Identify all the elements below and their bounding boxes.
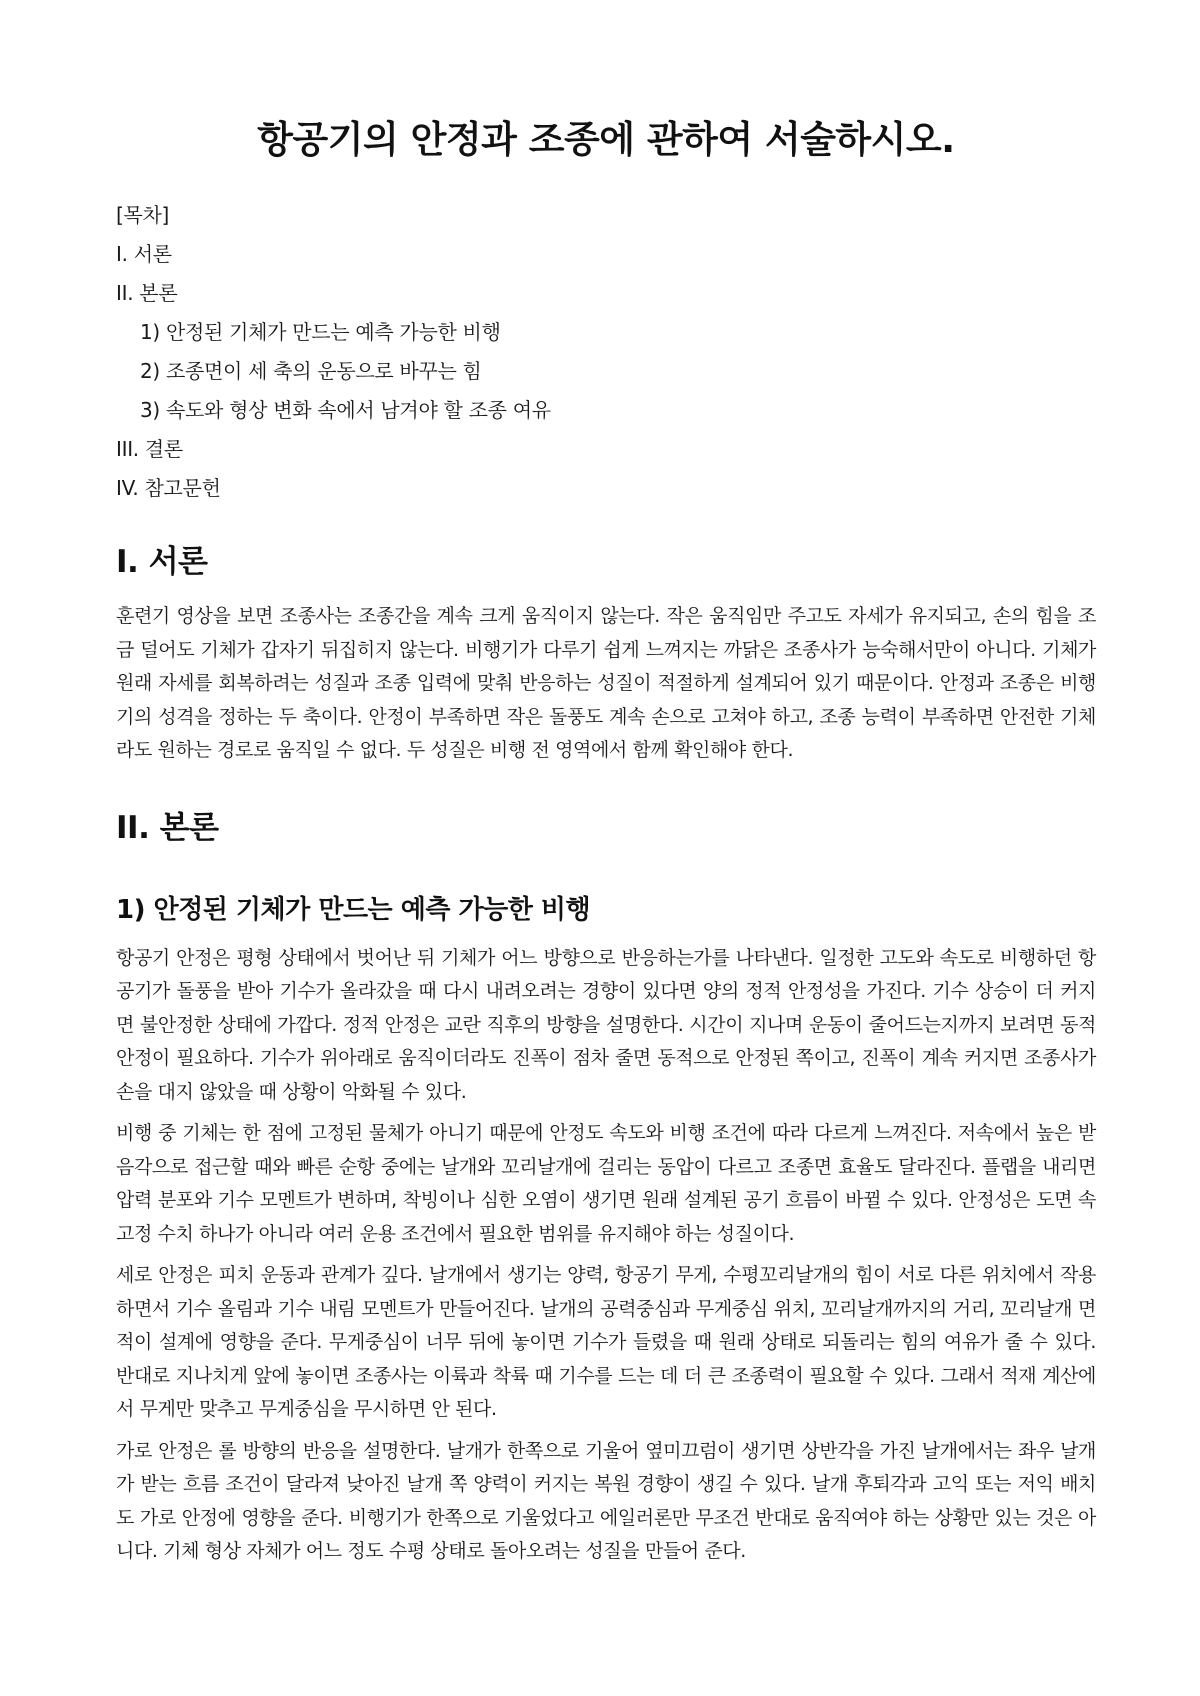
- document-title: 항공기의 안정과 조종에 관하여 서술하시오.: [257, 118, 955, 161]
- toc-subitem-2: 2) 조종면이 세 축의 운동으로 바꾸는 힘: [140, 359, 482, 383]
- main-body-section: [116, 802, 1096, 1569]
- subsection-1-heading: 1) 안정된 기체가 만드는 예측 가능한 비행: [116, 894, 591, 925]
- subsection-1-paragraph-4: 가로 안정은 롤 방향의 반응을 설명한다. 날개가 한쪽으로 기울어 옆미끄럼이 생기면 상반각을 가진 날개에서는 좌우 날개가 받는 흐름 조건이 달라져 낮아진 날개 쪽 양력이 커지는 복원 경향이 생길 수 있다. 날개 후퇴각과 고익 또는 저익 배치도 가로 안정에 영향을 준다. 비행기가 한쪽으로 기울었다고 에일러론만 무조건 반대로 움직여야 하는 상황만 있는 것은 아니다. 기체 형상 자체가 어느 정도 수평 상태로 돌아오려는 성질을 만들어 준다.: [116, 1439, 1096, 1562]
- subsection-1-paragraph-1: 항공기 안정은 평형 상태에서 벗어난 뒤 기체가 어느 방향으로 반응하는가를 나타낸다. 일정한 고도와 속도로 비행하던 항공기가 돌풍을 받아 기수가 올라갔을 때 다시 내려오려는 경향이 있다면 양의 정적 안정성을 가진다. 기수 상승이 더 커지면 불안정한 상태에 가깝다. 정적 안정은 교란 직후의 방향을 설명한다. 시간이 지나며 운동이 줄어드는지까지 보려면 동적 안정이 필요하다. 기수가 위아래로 움직이더라도 진폭이 점차 줄면 동적으로 안정된 쪽이고, 진폭이 계속 커지면 조종사가 손을 대지 않았을 때 상황이 악화될 수 있다.: [116, 946, 1096, 1103]
- table-of-contents: [116, 196, 1096, 508]
- introduction-heading: I. 서론: [116, 544, 208, 580]
- toc-item-references: IV. 참고문헌: [116, 476, 221, 500]
- introduction-paragraph: 훈련기 영상을 보면 조종사는 조종간을 계속 크게 움직이지 않는다. 작은 움직임만 주고도 자세가 유지되고, 손의 힘을 조금 덜어도 기체가 갑자기 뒤집히지 않는다. 비행기가 다루기 쉽게 느껴지는 까닭은 조종사가 능숙해서만이 아니다. 기체가 원래 자세를 회복하려는 성질과 조종 입력에 맞춰 반응하는 성질이 적절하게 설계되어 있기 때문이다. 안정과 조종은 비행기의 성격을 정하는 두 축이다. 안정이 부족하면 작은 돌풍도 계속 손으로 고쳐야 하고, 조종 능력이 부족하면 안전한 기체라도 원하는 경로로 움직일 수 없다. 두 성질은 비행 전 영역에서 함께 확인해야 한다.: [116, 605, 1096, 761]
- subsection-1: [116, 888, 1096, 1569]
- toc-item-main-body: II. 본론: [116, 281, 178, 305]
- subsection-1-paragraph-2: 비행 중 기체는 한 점에 고정된 물체가 아니기 때문에 안정도 속도와 비행 조건에 따라 다르게 느껴진다. 저속에서 높은 받음각으로 접근할 때와 빠른 순항 중에는 날개와 꼬리날개에 걸리는 동압이 다르고 조종면 효율도 달라진다. 플랩을 내리면 압력 분포와 기수 모멘트가 변하며, 착빙이나 심한 오염이 생기면 원래 설계된 공기 흐름이 바뀔 수 있다. 안정성은 도면 속 고정 수치 하나가 아니라 여러 운용 조건에서 필요한 범위를 유지해야 하는 성질이다.: [116, 1122, 1096, 1245]
- main-body-heading: II. 본론: [116, 809, 219, 846]
- toc-item-conclusion: III. 결론: [116, 437, 183, 461]
- toc-label: [목차]: [116, 203, 170, 227]
- toc-subitem-3: 3) 속도와 형상 변화 속에서 남겨야 할 조종 여유: [140, 398, 551, 422]
- toc-item-introduction: I. 서론: [116, 242, 172, 266]
- subsection-1-paragraph-3: 세로 안정은 피치 운동과 관계가 깊다. 날개에서 생기는 양력, 항공기 무게, 수평꼬리날개의 힘이 서로 다른 위치에서 작용하면서 기수 올림과 기수 내림 모멘트가 만들어진다. 날개의 공력중심과 무게중심 위치, 꼬리날개까지의 거리, 꼬리날개 면적이 설계에 영향을 준다. 무게중심이 너무 뒤에 놓이면 기수가 들렸을 때 원래 상태로 되돌리는 힘의 여유가 줄 수 있다. 반대로 지나치게 앞에 놓이면 조종사는 이륙과 착륙 때 기수를 드는 데 더 큰 조종력이 필요할 수 있다. 그래서 적재 계산에서 무게만 맞추고 무게중심을 무시하면 안 된다.: [116, 1264, 1096, 1420]
- introduction-section: [116, 536, 1096, 768]
- toc-subitem-1: 1) 안정된 기체가 만드는 예측 가능한 비행: [140, 320, 501, 344]
